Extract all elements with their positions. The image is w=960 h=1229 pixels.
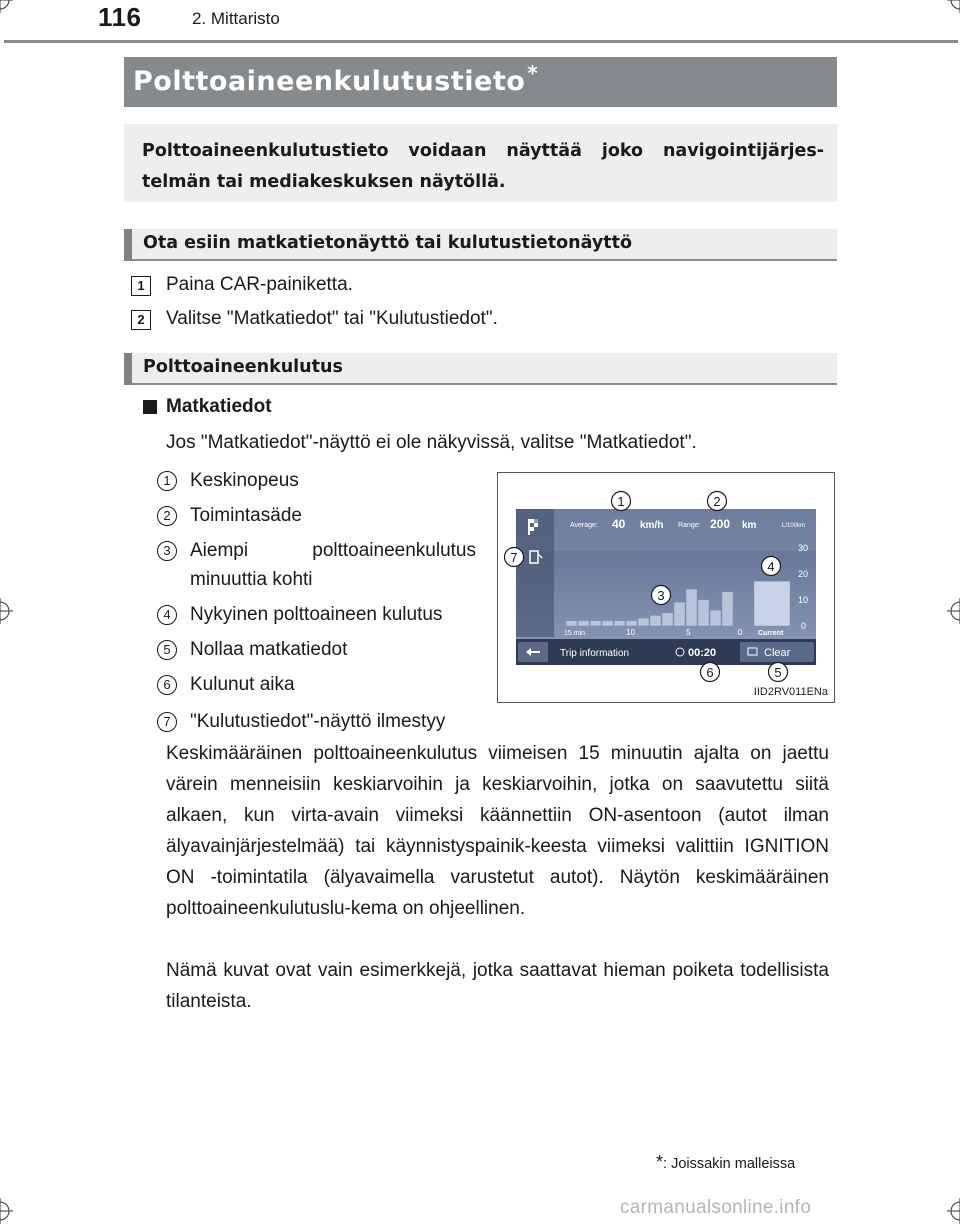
x-tick-label: 15 min <box>564 630 586 637</box>
callout-marker <box>612 492 631 511</box>
crop-mark-icon <box>0 598 13 624</box>
callout-marker <box>769 663 788 682</box>
list-item-continuation: minuuttia kohti <box>190 569 313 590</box>
x-tick-label: 5 <box>686 628 691 637</box>
page-number: 116 <box>98 2 142 32</box>
chapter-title: 2. Mittaristo <box>192 9 280 28</box>
crop-mark-icon <box>0 1198 13 1224</box>
callout-label: 1 <box>617 494 625 509</box>
footnote <box>656 1152 795 1173</box>
callout-marker <box>701 663 720 682</box>
callout-number: 5 <box>157 640 177 660</box>
section-heading-bar <box>124 353 132 385</box>
range-unit: km <box>742 520 757 531</box>
trip-information-label: Trip information <box>560 648 630 659</box>
list-item: Toimintasäde <box>190 505 302 526</box>
step-number: 1 <box>131 276 151 296</box>
subsection-title: Matkatiedot <box>166 396 272 417</box>
section-heading-text: Polttoaineenkulutus <box>143 357 343 377</box>
range-value: 200 <box>710 517 731 531</box>
step-text: Valitse "Matkatiedot" tai "Kulutustiedot". <box>166 308 498 329</box>
section-heading-bar <box>124 229 132 261</box>
intro-text: Polttoaineenkulutustieto voidaan näyttää joko navigointijärjes-telmän tai mediakeskuksen näytöllä. <box>142 141 824 192</box>
trip-info-figure <box>497 472 835 703</box>
callout-number: 1 <box>157 471 177 491</box>
page-title-bar <box>124 57 837 107</box>
crop-mark-icon <box>947 1198 960 1224</box>
clear-label: Clear <box>764 647 791 659</box>
page-title-text: Polttoaineenkulutustieto <box>133 66 526 97</box>
crop-mark-icon <box>0 0 13 13</box>
section-heading <box>124 353 837 385</box>
crop-mark-icon <box>947 0 960 13</box>
callout-number: 4 <box>157 605 177 625</box>
callout-label: 2 <box>713 494 721 509</box>
average-label: Average: <box>570 522 598 529</box>
average-value: 40 <box>612 517 626 531</box>
step-number: 2 <box>131 310 151 330</box>
square-bullet-icon <box>143 400 157 414</box>
callout-marker <box>652 586 671 605</box>
callout-marker <box>762 557 781 576</box>
callout-number: 7 <box>157 712 177 732</box>
list-item: "Kulutustiedot"-näyttö ilmestyy <box>190 711 446 732</box>
section-heading-text: Ota esiin matkatietonäyttö tai kulutustietonäyttö <box>143 233 633 253</box>
step-text: Paina CAR-painiketta. <box>166 274 353 295</box>
callout-label: 7 <box>510 550 518 565</box>
asterisk-icon: * <box>656 1152 664 1172</box>
section-heading <box>124 229 837 261</box>
range-label: Range: <box>678 522 701 529</box>
callout-number: 6 <box>157 675 177 695</box>
body-paragraph: Nämä kuvat ovat vain esimerkkejä, jotka saattavat hieman poiketa todellisista tilanteista. <box>166 960 829 1012</box>
callout-marker <box>505 548 524 567</box>
callout-label: 6 <box>706 665 714 680</box>
asterisk-icon: * <box>527 61 539 85</box>
callout-label: 4 <box>767 559 775 574</box>
callout-number: 3 <box>157 541 177 561</box>
list-item: Kulunut aika <box>190 674 295 695</box>
elapsed-time: 00:20 <box>688 647 717 659</box>
x-tick-label: 0 <box>738 628 743 637</box>
intro-box <box>124 124 837 202</box>
speed-unit: km/h <box>640 520 664 531</box>
list-item: Nykyinen polttoaineen kulutus <box>190 604 443 625</box>
page-title <box>133 61 539 97</box>
y-tick-label: 10 <box>798 595 809 605</box>
body-paragraph: Keskimääräinen polttoaineenkulutus viimeisen 15 minuutin ajalta on jaettu värein menneisiin keskiarvoihin ja keskiarvoihin, jotka on saavutettu siitä alkaen, kun virta-avain viimeksi käännettiin ON-asentoon (autot ilman älyavainjärjestelmää) tai käynnistyspainik-keesta viimeksi valittiin IGNITION ON -toimintatila (älyavaimella varustetut autot). Näytön keskimääräinen polttoaineenkulutuslu-kema on ohjeellinen. <box>166 743 829 919</box>
list-item: Keskinopeus <box>190 470 299 491</box>
list-item: Nollaa matkatiedot <box>190 639 348 660</box>
y-tick-label: 20 <box>798 569 809 579</box>
y-tick-label: 30 <box>798 543 809 553</box>
callout-number: 2 <box>157 506 177 526</box>
y-tick-label: 0 <box>801 621 807 631</box>
callout-marker <box>708 492 727 511</box>
figure-caption: IID2RV011ENa <box>753 686 828 698</box>
callout-overlay <box>498 473 836 704</box>
x-tick-label: 10 <box>626 628 635 637</box>
watermark: carmanualsonline.info <box>620 1197 812 1218</box>
x-tick-label: Current <box>758 630 784 637</box>
callout-label: 3 <box>657 588 665 603</box>
list-item: Aiempi polttoaineenkulutus <box>190 540 476 561</box>
callout-label: 5 <box>774 665 782 680</box>
subsection-text: Jos "Matkatiedot"-näyttö ei ole näkyvissä, valitse "Matkatiedot". <box>166 432 697 453</box>
header-rule <box>4 40 958 43</box>
footnote-text: : Joissakin malleissa <box>663 1156 796 1172</box>
crop-mark-icon <box>947 598 960 624</box>
consumption-unit: L/100km <box>782 523 806 529</box>
